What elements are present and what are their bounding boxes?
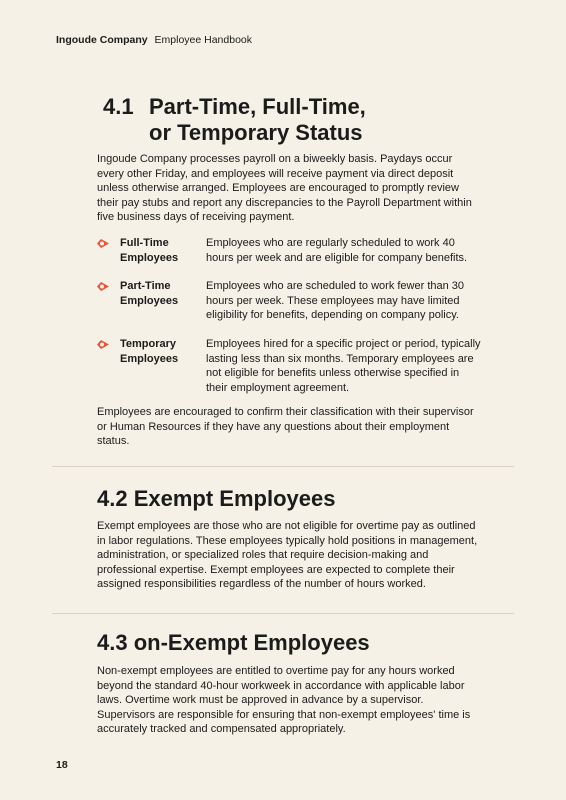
page-header bbox=[56, 34, 252, 46]
section-4-2-body: Exempt employees are those who are not eligible for overtime pay as outlined in labor regulations. These employees typically hold positions in management, administration, or specialized roles that require decision-making and professional expertise. Exempt employees are expected to complete their assigned responsibilities regardless of the number of hours worked. bbox=[97, 520, 478, 590]
status-desc: Employees who are regularly scheduled to work 40 hours per week and are eligible for company benefits. bbox=[206, 237, 468, 264]
status-desc: Employees hired for a specific project or period, typically lasting less than six months. Temporary employees are not eligible for benefits unless otherwise specified in their employment agreement. bbox=[206, 338, 481, 394]
section-4-3-number: 4.3 bbox=[97, 630, 128, 655]
section-4-1-title-line1: Part-Time, Full-Time, bbox=[149, 94, 366, 119]
header-company: Ingoude Company bbox=[56, 34, 148, 46]
section-4-2-title: Exempt Employees bbox=[133, 486, 336, 511]
section-4-1-outro: Employees are encouraged to confirm their classification with their supervisor or Human Resources if they have any questions about their employment status. bbox=[97, 406, 474, 447]
section-4-2-heading bbox=[97, 486, 335, 512]
section-4-2-number: 4.2 bbox=[97, 486, 128, 511]
status-desc: Employees who are scheduled to work fewer than 30 hours per week. These employees may have limited eligibility for benefits, depending on company policy. bbox=[206, 280, 465, 321]
status-term: Temporary Employees bbox=[120, 338, 179, 365]
section-4-1-intro: Ingoude Company processes payroll on a biweekly basis. Paydays occur every other Friday, and employees will receive payment via direct deposit unless otherwise arranged. Employees are encouraged to promptly review their pay stubs and report any discrepancies to the Payroll Department within five business days of receiving payment. bbox=[97, 153, 472, 223]
section-divider bbox=[52, 466, 514, 467]
arrow-bullet-icon bbox=[96, 339, 110, 350]
section-4-1-title-line2: or Temporary Status bbox=[149, 120, 363, 145]
section-4-3-body: Non-exempt employees are entitled to overtime pay for any hours worked beyond the standard 40-hour workweek in accordance with applicable labor laws. Overtime work must be approved in advance by a supervisor. Supervisors are responsible for ensuring that non-exempt employees' time is accurately tracked and compensated appropriately. bbox=[97, 665, 471, 735]
section-4-1-heading bbox=[103, 94, 366, 146]
status-term: Part-Time Employees bbox=[120, 280, 179, 307]
section-4-3-heading bbox=[97, 630, 370, 656]
section-4-1-number: 4.1 bbox=[103, 94, 134, 119]
header-doc-title: Employee Handbook bbox=[154, 34, 252, 46]
page-number: 18 bbox=[56, 759, 68, 771]
status-term: Full-Time Employees bbox=[120, 237, 179, 264]
arrow-bullet-icon bbox=[96, 238, 110, 249]
arrow-bullet-icon bbox=[96, 281, 110, 292]
section-4-3-title: on-Exempt Employees bbox=[133, 630, 370, 655]
section-divider bbox=[52, 613, 514, 614]
